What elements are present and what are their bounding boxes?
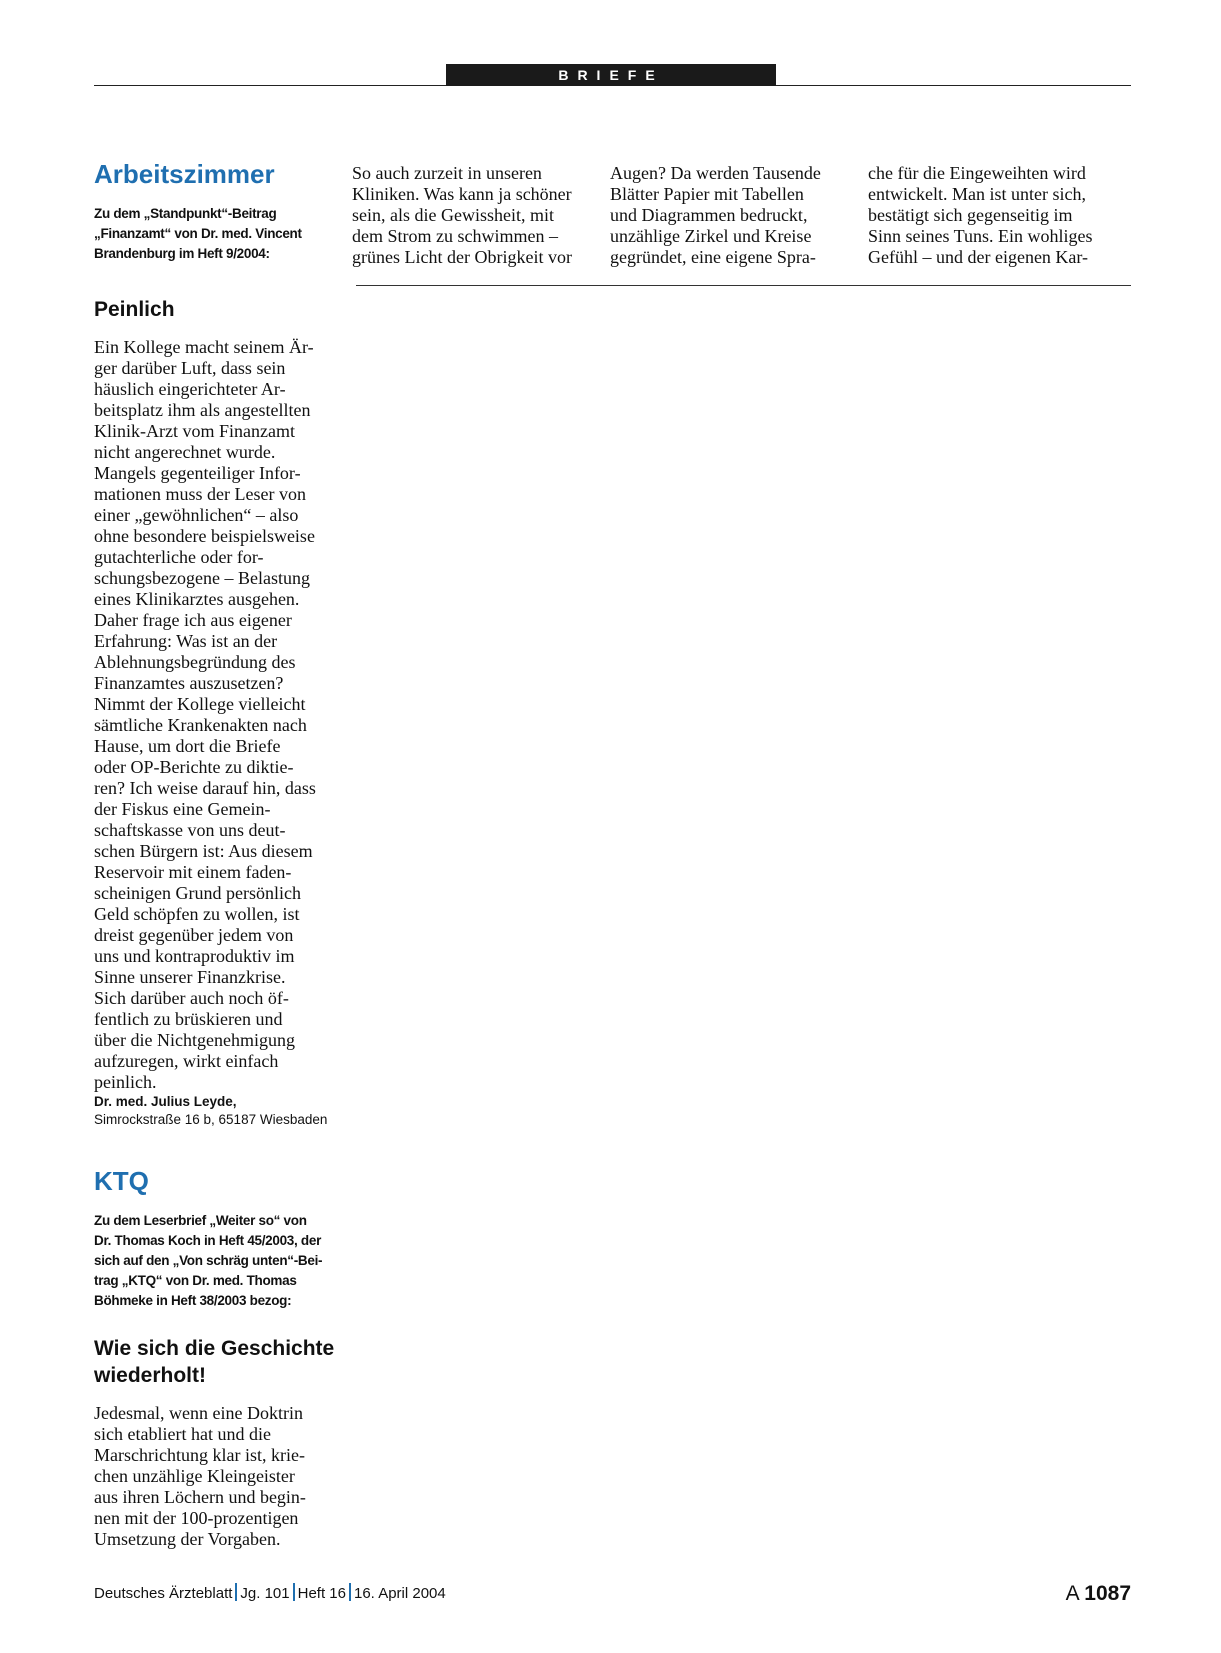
intro-line: Dr. Thomas Koch in Heft 45/2003, der xyxy=(94,1233,322,1248)
column-end-rule xyxy=(356,285,1131,286)
page-footer xyxy=(94,1582,1131,1606)
body-line: Geld schöpfen zu wollen, ist xyxy=(94,904,300,924)
article1-subhead: Peinlich xyxy=(94,298,175,321)
body-line: Umsetzung der Vorgaben. xyxy=(94,1529,281,1549)
article2-title: KTQ xyxy=(94,1166,149,1196)
body-line: ren? Ich weise darauf hin, dass xyxy=(94,778,316,798)
footer-separator xyxy=(235,1583,237,1601)
column-line: Kliniken. Was kann ja schöner xyxy=(352,184,572,204)
body-line: schen Bürgern ist: Aus diesem xyxy=(94,841,313,861)
body-line: eines Klinikarztes ausgehen. xyxy=(94,589,300,609)
body-line: Sich darüber auch noch öf- xyxy=(94,988,289,1008)
continuation-column-1 xyxy=(352,163,602,268)
body-line: nicht angerechnet wurde. xyxy=(94,442,276,462)
article2-body xyxy=(94,1403,344,1550)
footer-separator xyxy=(293,1583,295,1601)
body-line: Jedesmal, wenn eine Doktrin xyxy=(94,1403,303,1423)
body-line: Daher frage ich aus eigener xyxy=(94,610,292,630)
body-line: gutachterliche oder for- xyxy=(94,547,264,567)
body-line: mationen muss der Leser von xyxy=(94,484,306,504)
body-line: chen unzählige Kleingeister xyxy=(94,1466,295,1486)
body-line: häuslich eingerichteter Ar- xyxy=(94,379,286,399)
body-line: über die Nichtgenehmigung xyxy=(94,1030,295,1050)
column-line: grünes Licht der Obrigkeit vor xyxy=(352,247,572,267)
column-line: So auch zurzeit in unseren xyxy=(352,163,542,183)
article2-subhead xyxy=(94,1335,344,1389)
body-line: Mangels gegenteiliger Infor- xyxy=(94,463,301,483)
body-line: nen mit der 100-prozentigen xyxy=(94,1508,299,1528)
column-line: entwickelt. Man ist unter sich, xyxy=(868,184,1086,204)
column-line: sein, als die Gewissheit, mit xyxy=(352,205,554,225)
column-line: bestätigt sich gegenseitig im xyxy=(868,205,1073,225)
body-line: sich etabliert hat und die xyxy=(94,1424,271,1444)
page-prefix: A xyxy=(1065,1582,1079,1605)
article1-intro xyxy=(94,204,344,264)
body-line: aufzuregen, wirkt einfach xyxy=(94,1051,279,1071)
column-line: Sinn seines Tuns. Ein wohliges xyxy=(868,226,1093,246)
intro-line: sich auf den „Von schräg unten“-Bei- xyxy=(94,1253,323,1268)
intro-line: Brandenburg im Heft 9/2004: xyxy=(94,246,270,261)
body-line: einer „gewöhnlichen“ – also xyxy=(94,505,299,525)
issue: Heft 16 xyxy=(297,1585,346,1602)
body-line: ohne besondere beispielsweise xyxy=(94,526,315,546)
body-line: oder OP-Berichte zu diktie- xyxy=(94,757,294,777)
body-line: Nimmt der Kollege vielleicht xyxy=(94,694,306,714)
body-line: Sinne unserer Finanzkrise. xyxy=(94,967,286,987)
body-line: schungsbezogene – Belastung xyxy=(94,568,310,588)
column-line: dem Strom zu schwimmen – xyxy=(352,226,558,246)
body-line: fentlich zu brüskieren und xyxy=(94,1009,283,1029)
body-line: uns und kontraproduktiv im xyxy=(94,946,295,966)
body-line: Marschrichtung klar ist, krie- xyxy=(94,1445,305,1465)
intro-line: Böhmeke in Heft 38/2003 bezog: xyxy=(94,1293,292,1308)
subhead-line: wiederholt! xyxy=(94,1364,207,1387)
body-line: aus ihren Löchern und begin- xyxy=(94,1487,306,1507)
article1-title: Arbeitszimmer xyxy=(94,159,275,189)
body-line: Erfahrung: Was ist an der xyxy=(94,631,278,651)
body-line: Ablehnungsbegründung des xyxy=(94,652,296,672)
body-line: scheinigen Grund persönlich xyxy=(94,883,301,903)
page-number-value: 1087 xyxy=(1084,1582,1131,1605)
body-line: Hause, um dort die Briefe xyxy=(94,736,281,756)
body-line: dreist gegenüber jedem von xyxy=(94,925,294,945)
column-line: und Diagrammen bedruckt, xyxy=(610,205,808,225)
article2-intro xyxy=(94,1211,344,1311)
page-number xyxy=(1066,1582,1131,1606)
date: 16. April 2004 xyxy=(354,1585,446,1602)
body-line: Klinik-Arzt vom Finanzamt xyxy=(94,421,295,441)
intro-line: „Finanzamt“ von Dr. med. Vincent xyxy=(94,226,302,241)
body-line: schaftskasse von uns deut- xyxy=(94,820,286,840)
column-line: unzählige Zirkel und Kreise xyxy=(610,226,812,246)
left-column xyxy=(94,158,344,1550)
body-line: Ein Kollege macht seinem Är- xyxy=(94,337,314,357)
signature-address: Simrockstraße 16 b, 65187 Wiesbaden xyxy=(94,1112,328,1127)
section-header: BRIEFE xyxy=(446,64,776,86)
signature-name: Dr. med. Julius Leyde, xyxy=(94,1094,237,1109)
body-line: Finanzamtes auszusetzen? xyxy=(94,673,284,693)
body-line: der Fiskus eine Gemein- xyxy=(94,799,271,819)
column-line: Gefühl – und der eigenen Kar- xyxy=(868,247,1089,267)
body-line: ger darüber Luft, dass sein xyxy=(94,358,286,378)
subhead-line: Wie sich die Geschichte xyxy=(94,1337,335,1360)
body-line: sämtliche Krankenakten nach xyxy=(94,715,307,735)
intro-line: Zu dem Leserbrief „Weiter so“ von xyxy=(94,1213,307,1228)
column-line: Augen? Da werden Tausende xyxy=(610,163,821,183)
column-line: che für die Eingeweihten wird xyxy=(868,163,1086,183)
column-line: gegründet, eine eigene Spra- xyxy=(610,247,816,267)
column-line: Blätter Papier mit Tabellen xyxy=(610,184,804,204)
journal-name: Deutsches Ärzteblatt xyxy=(94,1585,233,1602)
continuation-column-3 xyxy=(868,163,1118,268)
intro-line: trag „KTQ“ von Dr. med. Thomas xyxy=(94,1273,297,1288)
body-line: beitsplatz ihm als angestellten xyxy=(94,400,311,420)
volume: Jg. 101 xyxy=(240,1585,290,1602)
body-line: peinlich. xyxy=(94,1072,157,1092)
footer-separator xyxy=(349,1583,351,1601)
article1-body xyxy=(94,337,344,1093)
body-line: Reservoir mit einem faden- xyxy=(94,862,292,882)
intro-line: Zu dem „Standpunkt“-Beitrag xyxy=(94,206,277,221)
continuation-column-2 xyxy=(610,163,860,268)
